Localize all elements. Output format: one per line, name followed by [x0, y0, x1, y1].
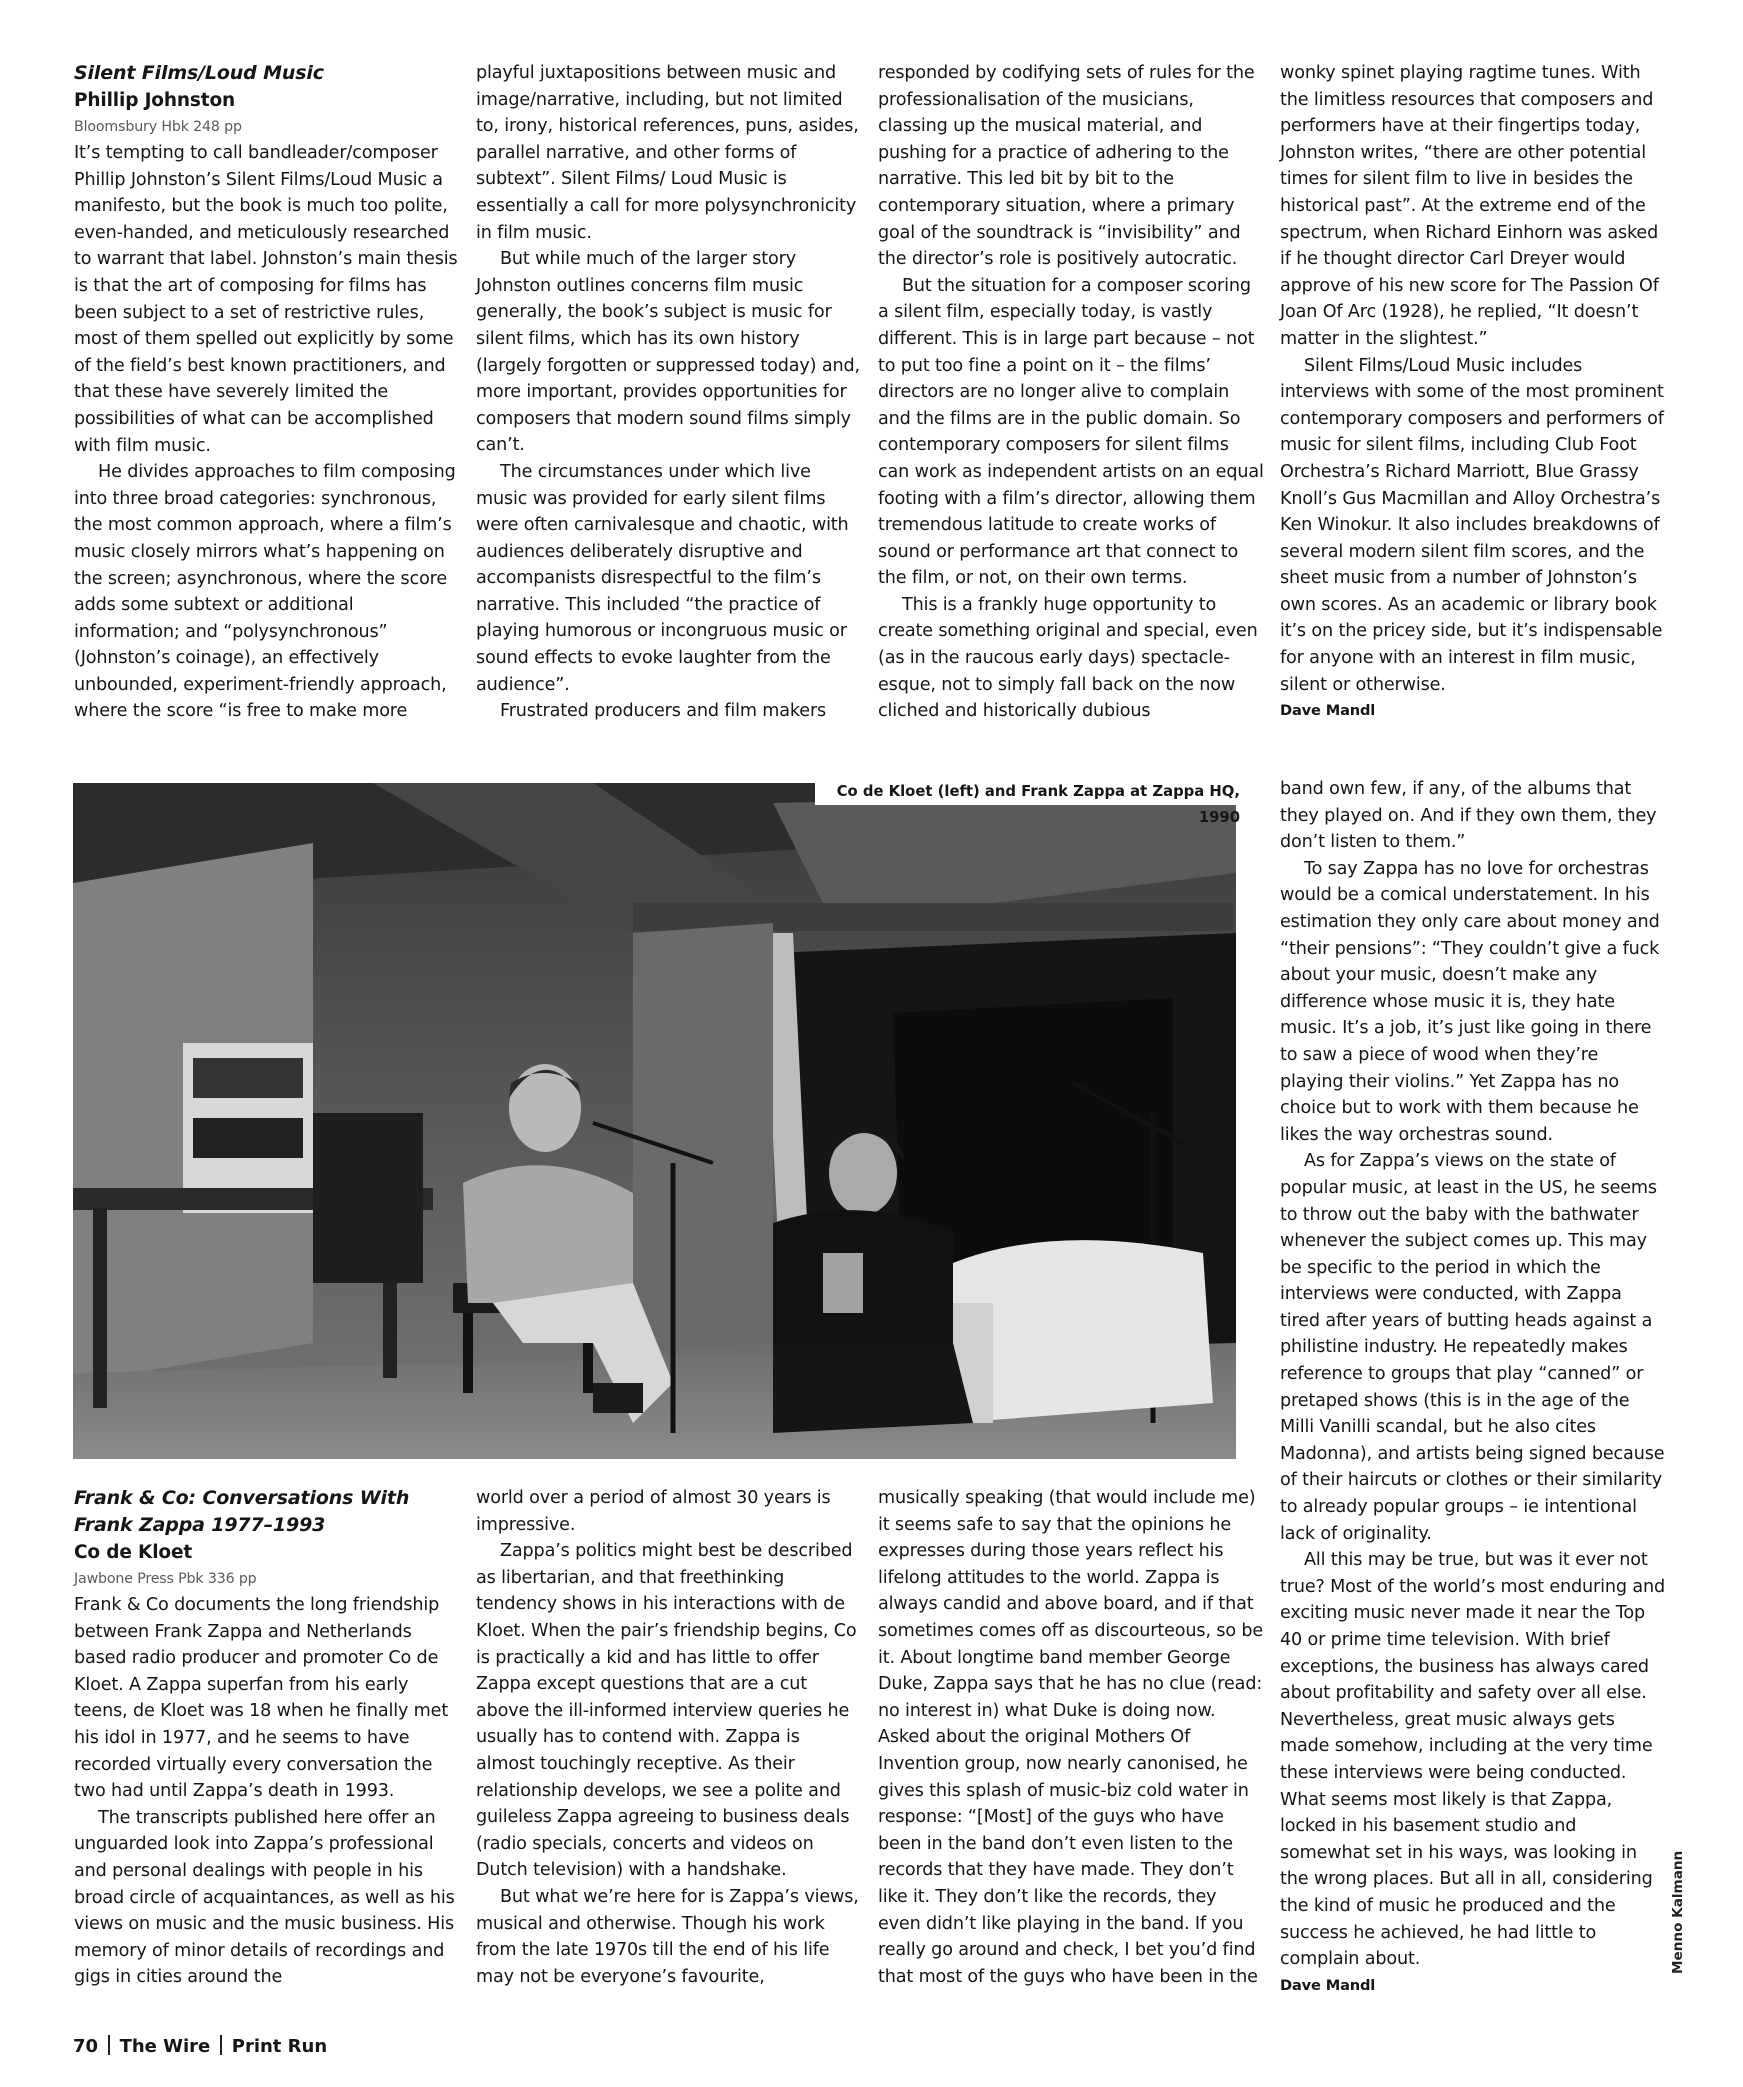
review1-column-4	[1280, 60, 1666, 724]
section-name: Print Run	[231, 2036, 328, 2057]
review2-paragraph: The transcripts published here offer an unguarded look into Zappa’s professional and personal dealings with people in his broad circle of acquaintances, as well as his views on music and the music business. His memory of minor details of recordings and gigs in cities around the	[74, 1807, 455, 1988]
review2-paragraph: band own few, if any, of the albums that they played on. And if they own them, they don’t listen to them.”	[1280, 779, 1657, 853]
review2-column-3	[878, 1485, 1264, 1990]
review2-paragraph: world over a period of almost 30 years is impressive.	[476, 1488, 831, 1535]
review1-publisher: Bloomsbury Hbk 248 pp	[74, 119, 242, 135]
review1-paragraph: But while much of the larger story Johnston outlines concerns film music generally, the book’s subject is music for silent films, which has its own history (largely forgotten or suppressed today) and, more important, provides opportunities for composers that modern sound films simply can’t.	[476, 249, 860, 456]
review2-paragraph: As for Zappa’s views on the state of popular music, at least in the US, he seems to throw out the baby with the bathwater whenever the subject comes up. This may be specific to the period in which the interviews were conducted, with Zappa tired after years of butting heads against a philistine industry. He repeatedly makes reference to groups that play “canned” or pretaped shows (this is in the age of the Milli Vanilli scandal, but he also cites Madonna), and artists being signed because of their haircuts or clothes or their similarity to already popular groups – ie intentional lack of originality.	[1280, 1151, 1665, 1544]
review2-publisher: Jawbone Press Pbk 336 pp	[74, 1571, 257, 1587]
review1-paragraph: responded by codifying sets of rules for the professionalisation of the musicians, classing up the musical material, and pushing for a practice of adhering to the narrative. This led bit by bit to the contemporary situation, where a primary goal of the soundtrack is “invisibility” and the director’s role is positively autocratic.	[878, 63, 1255, 270]
review1-paragraph: Silent Films/Loud Music includes interviews with some of the most prominent contemporary composers and performers of music for silent films, including Club Foot Orchestra’s Richard Marriott, Blue Grassy Knoll’s Gus Macmillan and Alloy Orchestra’s Ken Winokur. It also includes breakdowns of several modern silent film scores, and the sheet music from a number of Johnston’s own scores. As an academic or library book it’s on the pricey side, but it’s indispensable for anyone with an interest in film music, silent or otherwise.	[1280, 355, 1664, 695]
review2-author: Co de Kloet	[74, 1542, 193, 1563]
review1-paragraph: wonky spinet playing ragtime tunes. With the limitless resources that composers and performers have at their fingertips today, Johnston writes, “there are other potential times for silent film to live in besides the historical past”. At the extreme end of the spectrum, when Richard Einhorn was asked if he thought director Carl Dreyer would approve of his new score for The Passion Of Joan Of Arc (1928), he replied, “It doesn’t matter in the slightest.”	[1280, 63, 1659, 349]
review1-paragraph: This is a frankly huge opportunity to create something original and special, even (as in the raucous early days) spectacle-esque, not to simply fall back on the now cliched and historically dubious	[878, 594, 1258, 722]
review2-column-4	[1280, 776, 1666, 1999]
review1-column-2	[476, 60, 862, 725]
review2-column-2	[476, 1485, 862, 1990]
review2-paragraph: To say Zappa has no love for orchestras would be a comical understatement. In his estimation they only care about money and “their pensions”: “They couldn’t give a fuck about your music, doesn’t make any difference whose music it is, they hate music. It’s a job, it’s just like going in there to saw a piece of wood when they’re playing their violins.” Yet Zappa has no choice but to work with them because he likes the way orchestras sound.	[1280, 858, 1660, 1145]
review2-paragraph: Frank & Co documents the long friendship between Frank Zappa and Netherlands based radio producer and promoter Co de Kloet. A Zappa superfan from his early teens, de Kloet was 18 when he finally met his idol in 1977, and he seems to have recorded virtually every conversation the two had until Zappa’s death in 1993.	[74, 1595, 449, 1802]
review2-paragraph: All this may be true, but was it ever not true? Most of the world’s most enduring and exciting music never made it near the Top 40 or prime time television. With brief exceptions, the business has always cared about profitability and safety over all else. Nevertheless, great music always gets made somehow, including at the very time these interviews were being conducted. What seems most likely is that Zappa, locked in his basement studio and somewhat set in his ways, was looking in the wrong places. But all in all, considering the kind of music he produced and the success he achieved, he had little to complain about.	[1280, 1550, 1665, 1970]
review2-title: Frank & Co: Conversations With Frank Zappa 1977–1993	[74, 1487, 410, 1536]
review2-paragraph: But what we’re here for is Zappa’s views, musical and otherwise. Though his work from the late 1970s till the end of his life may not be everyone’s favourite,	[476, 1886, 859, 1987]
review1-signature: Dave Mandl	[1280, 702, 1376, 720]
review1-paragraph: But the situation for a composer scoring a silent film, especially today, is vastly different. This is in large part because – not to put too fine a point on it – the films’ directors are no longer alive to complain and the films are in the public domain. So contemporary composers for silent films can work as independent artists on an equal footing with a film’s director, allowing them tremendous latitude to create works of sound or performance art that connect to the film, or not, on their own terms.	[878, 275, 1264, 589]
review1-paragraph: He divides approaches to film composing into three broad categories: synchronous, the most common approach, where a film’s music closely mirrors what’s happening on the screen; asynchronous, where the score adds some subtext or additional information; and “polysynchronous” (Johnston’s coinage), an effectively unbounded, experiment-friendly approach, where the score “is free to make more	[74, 462, 456, 722]
review2-column-1	[74, 1485, 460, 1991]
review1-column-3	[878, 60, 1264, 725]
review1-title: Silent Films/Loud Music	[74, 62, 324, 84]
review1-column-1	[74, 60, 460, 725]
review1-paragraph: It’s tempting to call bandleader/composer Phillip Johnston’s Silent Films/Loud Music a manifesto, but the book is much too polite, even-handed, and meticulously researched to warrant that label. Johnston’s main thesis is that the art of composing for films has been subject to a set of restrictive rules, most of them spelled out explicitly by some of the field’s best known practitioners, and that these have severely limited the possibilities of what can be accomplished with film music.	[74, 143, 458, 456]
review1-paragraph: The circumstances under which live music was provided for early silent films were often carnivalesque and chaotic, with audiences deliberately disruptive and accompanists disrespectful to the film’s narrative. This included “the practice of playing humorous or incongruous music or sound effects to evoke laughter from the audience”.	[476, 461, 849, 695]
photo-credit: Menno Kalmann	[1670, 1850, 1686, 1974]
page-number: 70	[73, 2036, 99, 2057]
magazine-name: The Wire	[119, 2036, 211, 2057]
review1-author: Phillip Johnston	[74, 90, 236, 111]
review2-paragraph: musically speaking (that would include me) it seems safe to say that the opinions he expresses during those years reflect his lifelong attitudes to the world. Zappa is always candid and above board, and if that sometimes comes off as discourteous, so be it. About longtime band member George Duke, Zappa says that he has no clue (read: no interest in) what Duke is doing now. Asked about the original Mothers Of Invention group, now nearly canonised, he gives this splash of music-biz cold water in response: “[Most] of the guys who have been in the band don’t even listen to the records that they have made. They don’t like it. They don’t like the records, they even didn’t like playing in the band. If you really go around and check, I bet you’d find that most of the guys who have been in the	[878, 1488, 1264, 1987]
review1-paragraph: Frustrated producers and film makers	[500, 701, 827, 722]
review1-paragraph: playful juxtapositions between music and image/narrative, including, but not limited to, irony, historical references, puns, asides, parallel narrative, and other forms of subtext”. Silent Films/ Loud Music is essentially a call for more polysynchronicity in film music.	[476, 63, 859, 243]
footer-divider	[220, 2035, 222, 2055]
photo-caption: Co de Kloet (left) and Frank Zappa at Zappa HQ, 1990	[815, 779, 1242, 805]
page-footer	[73, 2034, 327, 2060]
photo-illustration	[73, 783, 1236, 1459]
photo-zappa-de-kloet	[73, 783, 1236, 1459]
footer-divider	[108, 2035, 110, 2055]
review2-paragraph: Zappa’s politics might best be described as libertarian, and that freethinking tendency shows in his interactions with de Kloet. When the pair’s friendship begins, Co is practically a kid and has little to offer Zappa except questions that are a cut above the ill-informed interview queries he usually has to contend with. Zappa is almost touchingly receptive. As their relationship develops, we see a polite and guileless Zappa agreeing to business deals (radio specials, concerts and videos on Dutch television) with a handshake.	[476, 1541, 857, 1881]
review2-signature: Dave Mandl	[1280, 1976, 1376, 1994]
